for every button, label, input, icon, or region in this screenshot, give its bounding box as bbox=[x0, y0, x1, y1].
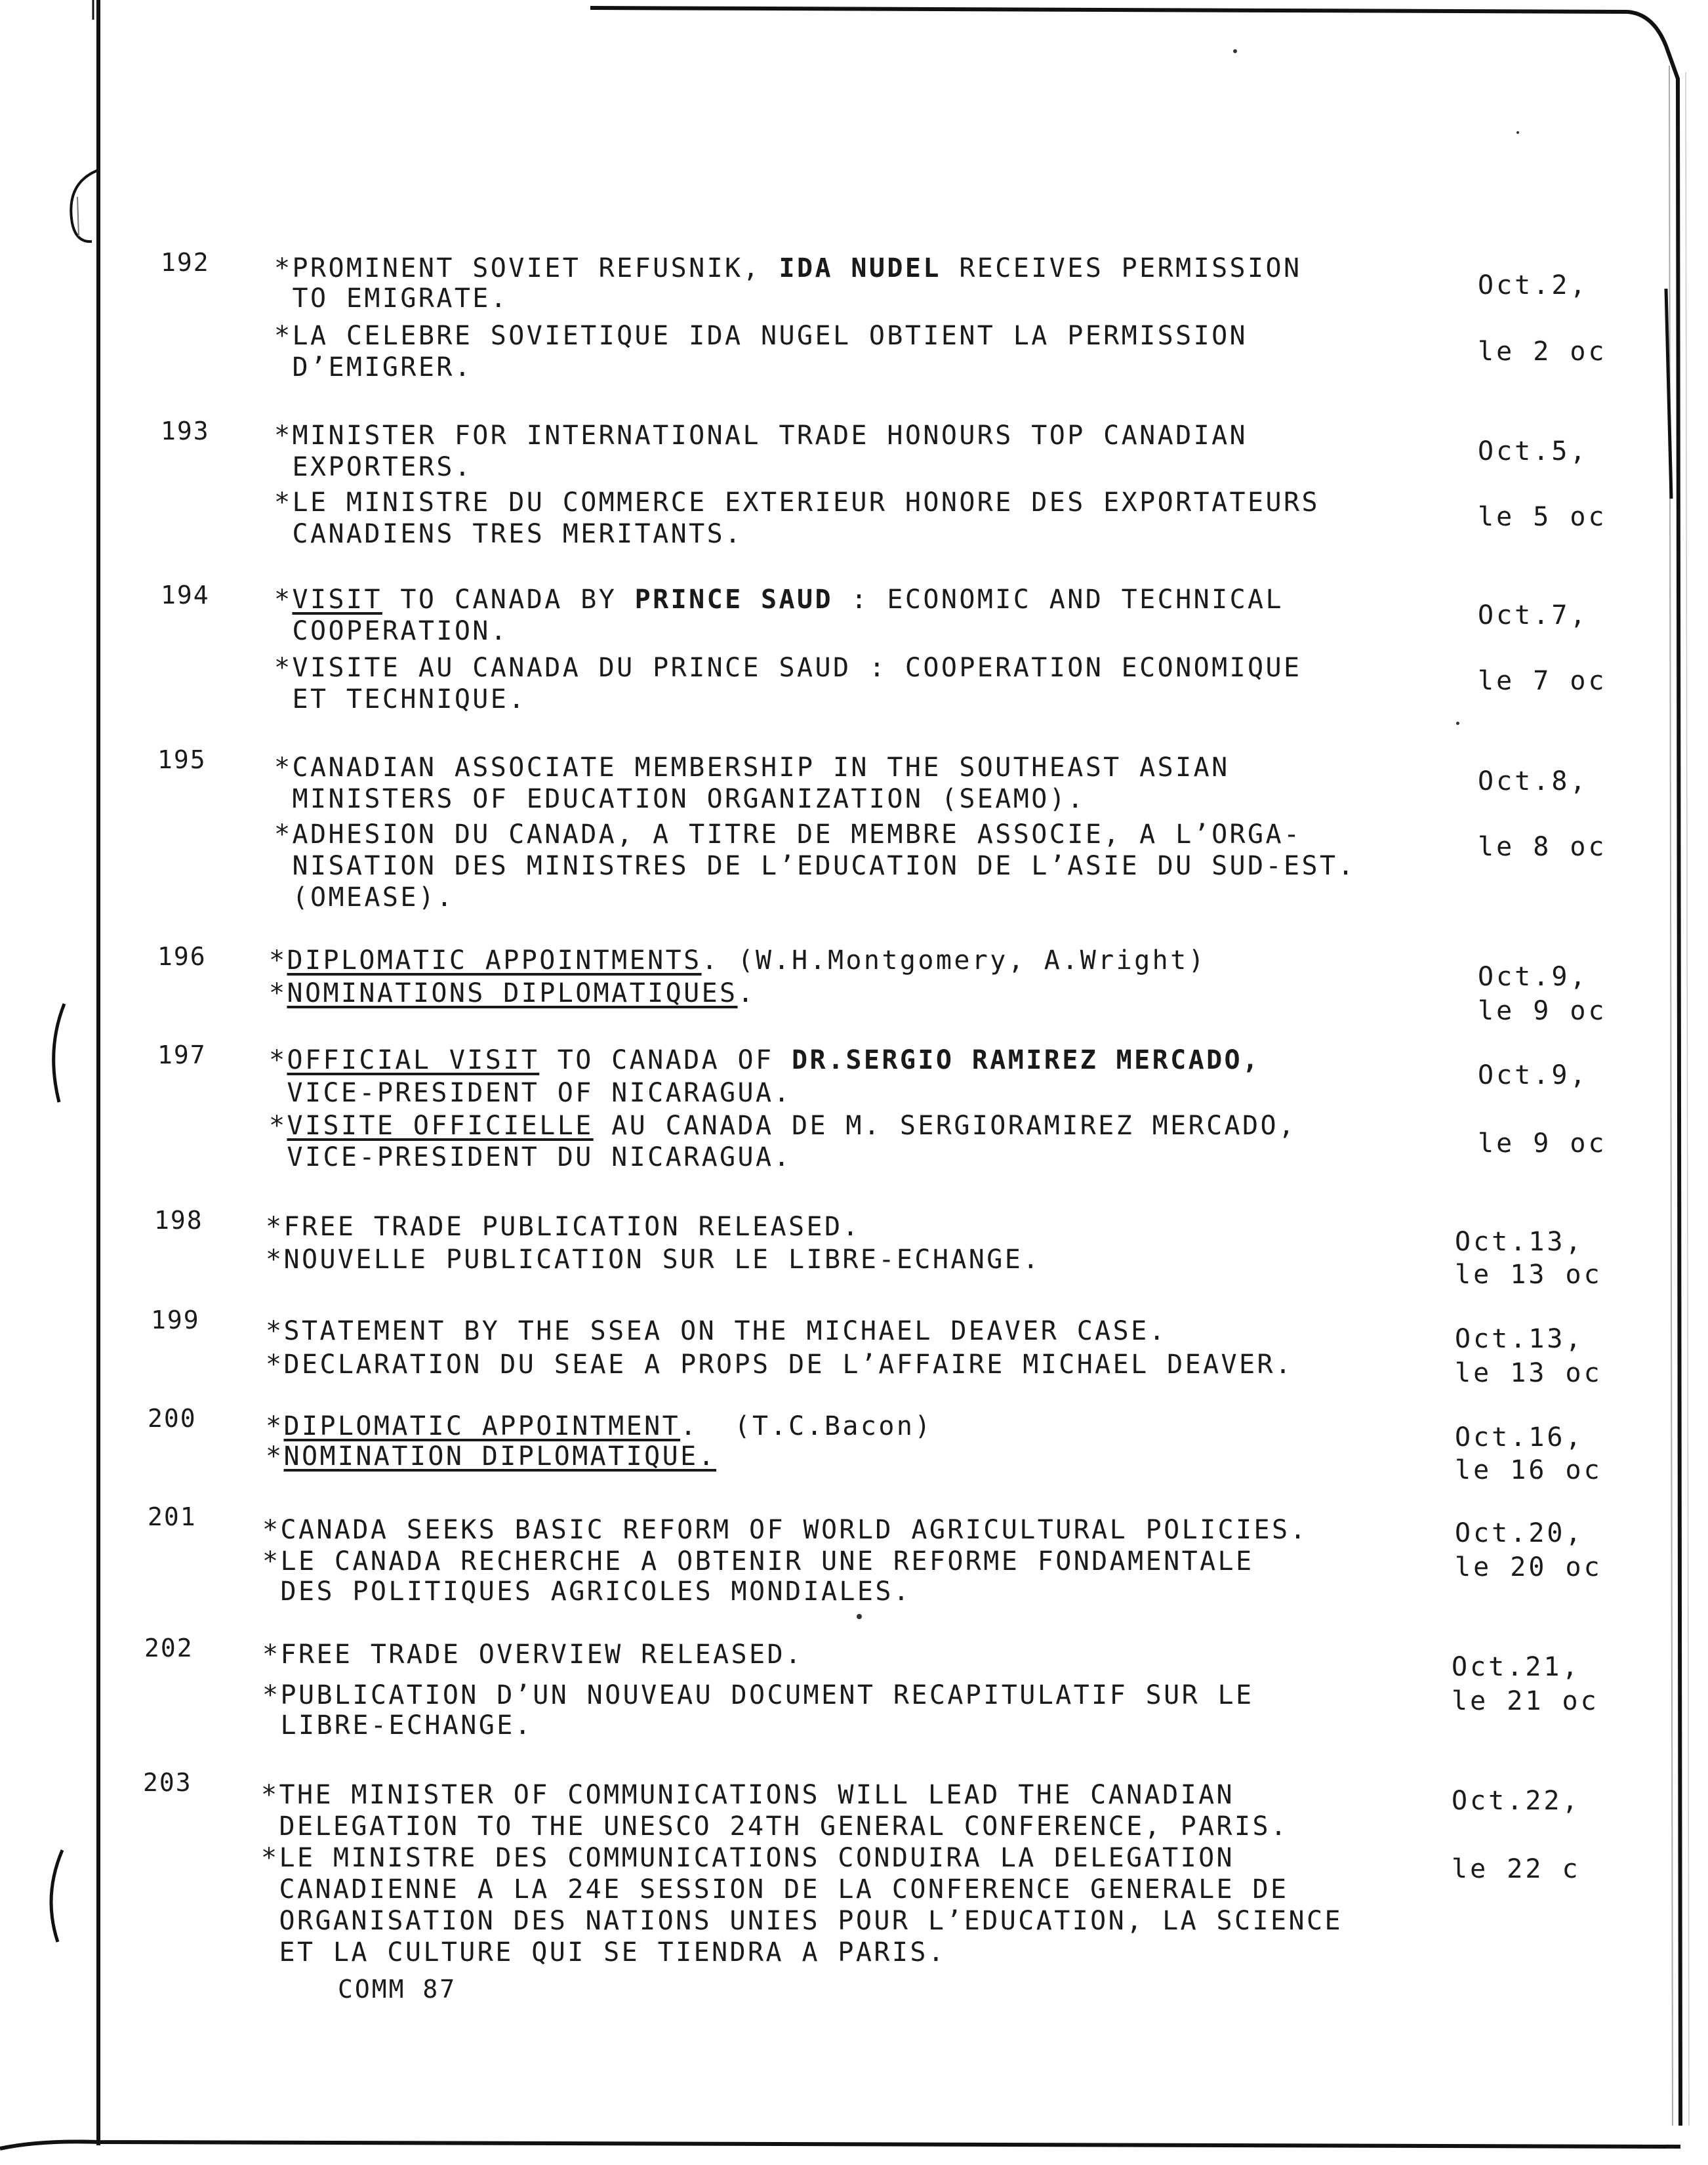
date-french: le 8 oc bbox=[1478, 832, 1607, 862]
scan-speck bbox=[857, 1614, 862, 1619]
english-headline: *THE MINISTER OF COMMUNICATIONS WILL LEAD THE CANADIAN bbox=[261, 1780, 1235, 1810]
entry-number: 193 bbox=[161, 417, 210, 445]
french-headline-cont: DES POLITIQUES AGRICOLES MONDIALES. bbox=[262, 1577, 912, 1607]
entry-number: 192 bbox=[161, 248, 210, 277]
french-headline-cont: CANADIENNE A LA 24E SESSION DE LA CONFERENCE GENERALE DE bbox=[261, 1874, 1289, 1905]
french-headline: *NOUVELLE PUBLICATION SUR LE LIBRE-ECHANGE. bbox=[266, 1245, 1041, 1275]
entry-number: 201 bbox=[148, 1502, 197, 1531]
english-headline: *STATEMENT BY THE SSEA ON THE MICHAEL DEAVER CASE. bbox=[266, 1316, 1168, 1346]
date-french: le 5 oc bbox=[1478, 502, 1607, 532]
french-headline: *NOMINATION DIPLOMATIQUE. bbox=[266, 1441, 717, 1472]
entry-number: 203 bbox=[143, 1768, 192, 1797]
date-english: Oct.8, bbox=[1478, 766, 1589, 796]
date-french: le 9 oc bbox=[1478, 996, 1607, 1026]
french-headline-cont: ET LA CULTURE QUI SE TIENDRA A PARIS. bbox=[261, 1937, 946, 1968]
date-english: Oct.22, bbox=[1452, 1786, 1581, 1816]
french-headline: *ADHESION DU CANADA, A TITRE DE MEMBRE ASSOCIE, A L’ORGA- bbox=[274, 819, 1302, 850]
english-headline-cont: MINISTERS OF EDUCATION ORGANIZATION (SEAMO). bbox=[274, 784, 1086, 814]
entry-number: 196 bbox=[157, 942, 207, 971]
date-english: Oct.2, bbox=[1478, 270, 1589, 300]
english-headline: *FREE TRADE OVERVIEW RELEASED. bbox=[262, 1639, 803, 1670]
english-headline: *DIPLOMATIC APPOINTMENTS. (W.H.Montgomery, A.Wright) bbox=[269, 945, 1207, 976]
english-headline-cont: COOPERATION. bbox=[274, 616, 509, 646]
english-headline: *FREE TRADE PUBLICATION RELEASED. bbox=[266, 1212, 861, 1242]
scan-speck bbox=[1516, 131, 1519, 134]
english-headline: *OFFICIAL VISIT TO CANADA OF DR.SERGIO RAMIREZ MERCADO, bbox=[269, 1045, 1261, 1075]
date-french: le 22 c bbox=[1452, 1854, 1581, 1884]
english-headline-cont: DELEGATION TO THE UNESCO 24TH GENERAL CONFERENCE, PARIS. bbox=[261, 1811, 1289, 1842]
date-french: le 16 oc bbox=[1455, 1455, 1602, 1485]
date-english: Oct.21, bbox=[1452, 1652, 1581, 1682]
english-headline: *CANADA SEEKS BASIC REFORM OF WORLD AGRICULTURAL POLICIES. bbox=[262, 1515, 1308, 1545]
english-headline: *VISIT TO CANADA BY PRINCE SAUD : ECONOMIC AND TECHNICAL bbox=[274, 585, 1284, 615]
english-headline: *PROMINENT SOVIET REFUSNIK, IDA NUDEL RECEIVES PERMISSION bbox=[274, 253, 1302, 283]
entry-number: 198 bbox=[154, 1206, 203, 1235]
french-headline-cont: (OMEASE). bbox=[274, 882, 455, 913]
french-headline-cont: VICE-PRESIDENT DU NICARAGUA. bbox=[269, 1142, 792, 1172]
entry-number: 194 bbox=[161, 581, 210, 609]
date-french: le 20 oc bbox=[1455, 1552, 1602, 1582]
entry-number: 200 bbox=[148, 1404, 197, 1433]
english-headline-cont: EXPORTERS. bbox=[274, 452, 473, 482]
french-headline: *PUBLICATION D’UN NOUVEAU DOCUMENT RECAPITULATIF SUR LE bbox=[262, 1680, 1254, 1710]
date-english: Oct.13, bbox=[1455, 1227, 1584, 1257]
date-french: le 7 oc bbox=[1478, 666, 1607, 696]
french-headline-cont: ORGANISATION DES NATIONS UNIES POUR L’EDUCATION, LA SCIENCE bbox=[261, 1906, 1343, 1936]
french-headline-cont: CANADIENS TRES MERITANTS. bbox=[274, 519, 743, 549]
comm-reference: COMM 87 bbox=[338, 1975, 457, 2004]
english-headline-cont: TO EMIGRATE. bbox=[274, 283, 509, 314]
date-french: le 13 oc bbox=[1455, 1358, 1602, 1388]
french-headline-cont: NISATION DES MINISTRES DE L’EDUCATION DE L’ASIE DU SUD-EST. bbox=[274, 851, 1356, 881]
french-headline: *LE MINISTRE DES COMMUNICATIONS CONDUIRA LA DELEGATION bbox=[261, 1843, 1235, 1873]
english-headline: *CANADIAN ASSOCIATE MEMBERSHIP IN THE SOUTHEAST ASIAN bbox=[274, 753, 1230, 783]
date-french: le 13 oc bbox=[1455, 1260, 1602, 1290]
date-english: Oct.16, bbox=[1455, 1422, 1584, 1453]
french-headline: *VISITE AU CANADA DU PRINCE SAUD : COOPERATION ECONOMIQUE bbox=[274, 653, 1302, 683]
french-headline-cont: D’EMIGRER. bbox=[274, 352, 473, 382]
date-english: Oct.7, bbox=[1478, 600, 1589, 630]
french-headline: *DECLARATION DU SEAE A PROPS DE L’AFFAIRE MICHAEL DEAVER. bbox=[266, 1350, 1293, 1380]
french-headline-cont: ET TECHNIQUE. bbox=[274, 684, 527, 714]
date-french: le 21 oc bbox=[1452, 1686, 1599, 1716]
entry-number: 197 bbox=[157, 1041, 207, 1069]
french-headline-cont: LIBRE-ECHANGE. bbox=[262, 1710, 533, 1741]
date-english: Oct.5, bbox=[1478, 436, 1589, 466]
scan-speck bbox=[1456, 722, 1459, 725]
english-headline: *MINISTER FOR INTERNATIONAL TRADE HONOURS TOP CANADIAN bbox=[274, 421, 1248, 451]
entry-number: 195 bbox=[157, 745, 207, 774]
entry-number: 202 bbox=[144, 1634, 193, 1662]
date-english: Oct.9, bbox=[1478, 962, 1589, 992]
date-french: le 2 oc bbox=[1478, 337, 1607, 367]
date-english: Oct.9, bbox=[1478, 1060, 1589, 1090]
french-headline: *LE CANADA RECHERCHE A OBTENIR UNE REFORME FONDAMENTALE bbox=[262, 1546, 1254, 1577]
french-headline: *LE MINISTRE DU COMMERCE EXTERIEUR HONORE DES EXPORTATEURS bbox=[274, 487, 1320, 518]
scan-speck bbox=[1233, 49, 1237, 53]
french-headline: *NOMINATIONS DIPLOMATIQUES. bbox=[269, 978, 756, 1008]
english-headline: *DIPLOMATIC APPOINTMENT. (T.C.Bacon) bbox=[266, 1411, 933, 1441]
date-english: Oct.20, bbox=[1455, 1518, 1584, 1548]
entry-number: 199 bbox=[151, 1306, 200, 1334]
date-french: le 9 oc bbox=[1478, 1128, 1607, 1159]
date-english: Oct.13, bbox=[1455, 1324, 1584, 1354]
french-headline: *LA CELEBRE SOVIETIQUE IDA NUGEL OBTIENT LA PERMISSION bbox=[274, 321, 1248, 351]
english-headline-cont: VICE-PRESIDENT OF NICARAGUA. bbox=[269, 1078, 792, 1108]
french-headline: *VISITE OFFICIELLE AU CANADA DE M. SERGIORAMIREZ MERCADO, bbox=[269, 1111, 1297, 1141]
